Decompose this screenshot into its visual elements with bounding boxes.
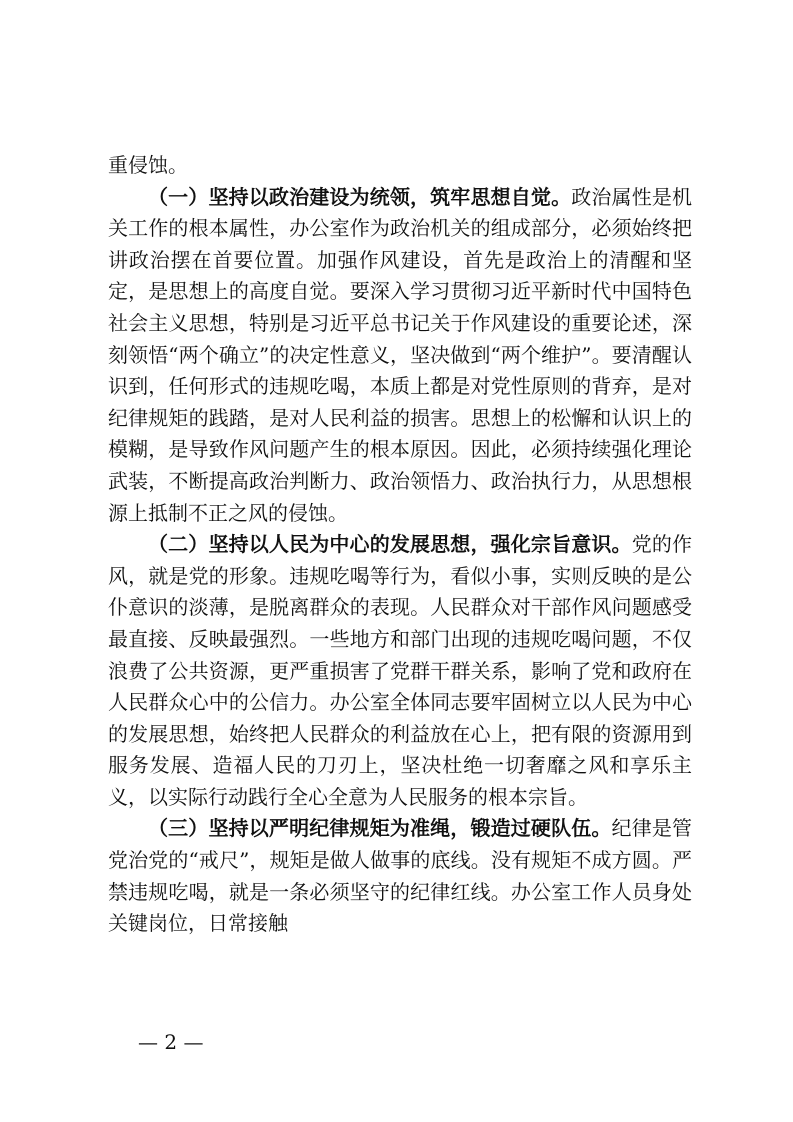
document-body (108, 150, 692, 940)
section-2-heading: （二）坚持以人民为中心的发展思想，强化宗旨意识。 (148, 532, 632, 557)
section-3-body: 纪律是管党治党的“戒尺”，规矩是做人做事的底线。没有规矩不成方圆。严禁违规吃喝，就是一条必须坚守的纪律红线。办公室工作人员身处关键岗位，日常接触 (108, 816, 693, 936)
section-2-paragraph (108, 529, 692, 813)
page-number: — 2 — (138, 1030, 204, 1054)
continuation-paragraph: 重侵蚀。 (108, 153, 188, 177)
section-2-body: 党的作风，就是党的形象。违规吃喝等行为，看似小事，实则反映的是公仆意识的淡薄，是脱离群众的表现。人民群众对干部作风问题感受最直接、反映最强烈。一些地方和部门出现的违规吃喝问题，不仅浪费了公共资源，更严重损害了党群干群关系，影响了党和政府在人民群众心中的公信力。办公室全体同志要牢固树立以人民为中心的发展思想，始终把人民群众的利益放在心上，把有限的资源用到服务发展、造福人民的刀刃上，坚决杜绝一切奢靡之风和享乐主义，以实际行动践行全心全意为人民服务的根本宗旨。 (108, 532, 693, 809)
section-1-body: 政治属性是机关工作的根本属性，办公室作为政治机关的组成部分，必须始终把讲政治摆在首要位置。加强作风建设，首先是政治上的清醒和坚定，是思想上的高度自觉。要深入学习贯彻习近平新时代中国特色社会主义思想，特别是习近平总书记关于作风建设的重要论述，深刻领悟“两个确立”的决定性意义，坚决做到“两个维护”。要清醒认识到，任何形式的违规吃喝，本质上都是对党性原则的背弃，是对纪律规矩的践踏，是对人民利益的损害。思想上的松懈和认识上的模糊，是导致作风问题产生的根本原因。因此，必须持续强化理论武装，不断提高政治判断力、政治领悟力、政治执行力，从思想根源上抵制不正之风的侵蚀。 (108, 184, 693, 525)
section-1-paragraph (108, 182, 692, 530)
section-3-heading: （三）坚持以严明纪律规矩为准绳，锻造过硬队伍。 (148, 816, 612, 841)
section-3-paragraph (108, 813, 692, 939)
section-1-heading: （一）坚持以政治建设为统领，筑牢思想自觉。 (148, 184, 572, 209)
